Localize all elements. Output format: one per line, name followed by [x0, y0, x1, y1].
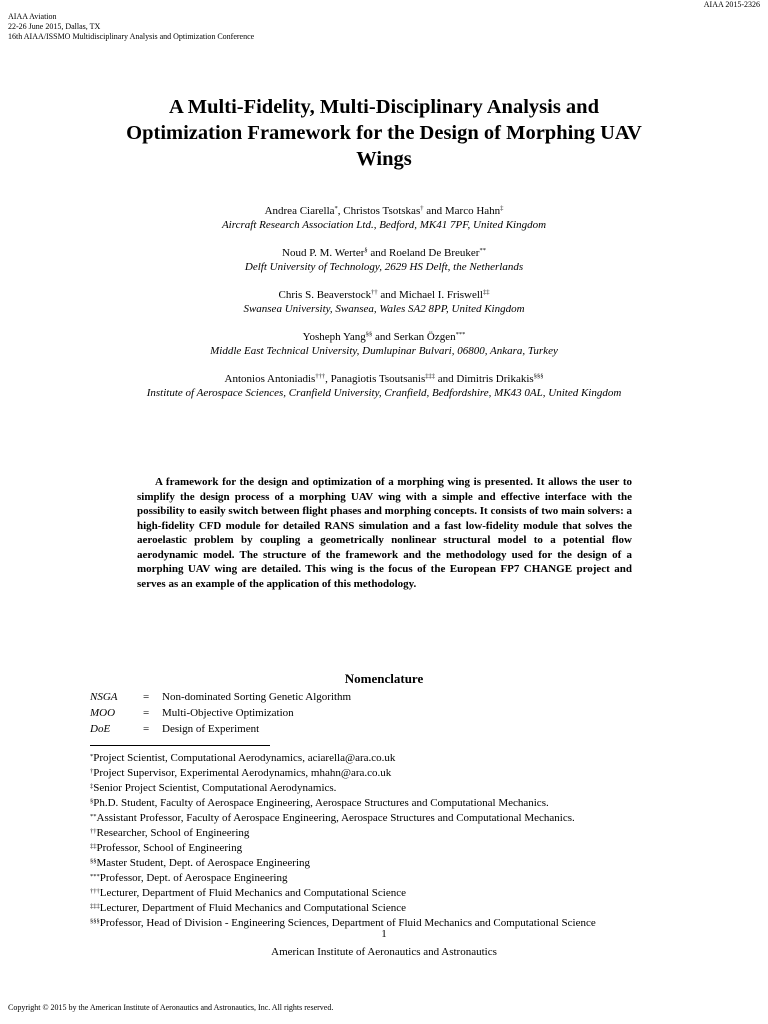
- author-group: [0, 372, 768, 401]
- author-separator: and: [423, 205, 445, 217]
- footnote-text: Professor, Dept. of Aerospace Engineering: [99, 872, 288, 884]
- footnote-text: Researcher, School of Engineering: [96, 827, 250, 839]
- publisher-footer: American Institute of Aeronautics and Astronautics: [271, 946, 497, 958]
- author-footnote-mark: †††: [315, 373, 326, 380]
- footnote: [90, 796, 690, 811]
- paper-number: AIAA 2015-2326: [703, 0, 760, 9]
- author-name: Antonios Antoniadis: [224, 373, 316, 385]
- author-name: Michael I. Friswell: [398, 289, 483, 301]
- footnote-mark: ‡‡: [90, 843, 97, 850]
- author-footnote-mark: §: [364, 247, 368, 254]
- footnote-text: Lecturer, Department of Fluid Mechanics and Computational Science: [99, 887, 406, 899]
- author-names: [0, 330, 768, 344]
- author-footnote-mark: ‡‡‡: [425, 373, 435, 380]
- footnote-mark: §§: [90, 858, 97, 865]
- author-separator: and: [367, 247, 390, 259]
- author-name: Chris S. Beaverstock: [278, 289, 372, 301]
- author-group: [0, 330, 768, 359]
- footnote-text: Project Supervisor, Experimental Aerodynamics, mhahn@ara.co.uk: [93, 767, 392, 779]
- author-name: Christos Tsotskas: [343, 205, 421, 217]
- footnote-text: Professor, Head of Division - Engineering Sciences, Department of Fluid Mechanics and Computational Science: [99, 917, 596, 929]
- author-footnote-mark: **: [479, 247, 486, 254]
- footnote: [90, 901, 690, 916]
- conference-full: 16th AIAA/ISSMO Multidisciplinary Analysis and Optimization Conference: [8, 32, 255, 41]
- nomenclature-equals: =: [143, 691, 150, 703]
- author-name: Roeland De Breuker: [389, 247, 480, 259]
- footnote-mark: †: [90, 768, 94, 775]
- footnote-rule: [90, 745, 270, 746]
- author-name: Dimitris Drikakis: [456, 373, 534, 385]
- footnote-text: Master Student, Dept. of Aerospace Engineering: [96, 857, 311, 869]
- nomenclature-heading: Nomenclature: [344, 671, 424, 686]
- author-affiliation: Institute of Aerospace Sciences, Cranfield University, Cranfield, Bedfordshire, MK43 0AL, United Kingdom: [146, 387, 622, 399]
- footnote-text: Lecturer, Department of Fluid Mechanics and Computational Science: [99, 902, 406, 914]
- author-name: Yosheph Yang: [302, 331, 366, 343]
- footnote: [90, 751, 690, 766]
- footnote: [90, 886, 690, 901]
- author-name: Andrea Ciarella: [264, 205, 335, 217]
- conference-header: [8, 12, 254, 42]
- author-footnote-mark: †: [420, 205, 424, 212]
- abstract: A framework for the design and optimization of a morphing wing is presented. It allows the user to simplify the design process of a morphing UAV wing with a simple and effective interface with the possibility to easily switch between flight phases and morphing concepts. It consists of two main solvers: a high-fidelity CFD module for detailed RANS simulation and a fast low-fidelity module that solves the aeroelastic problem by coupling a geometrically nonlinear structural model to a potential flow aerodynamic model. The structure of the framework and the methodology used for the design of a morphing UAV wing are detailed. This wing is the focus of the European FP7 CHANGE project and serves as an example of the application of this methodology.: [137, 476, 632, 590]
- author-affiliation: Delft University of Technology, 2629 HS Delft, the Netherlands: [244, 261, 524, 273]
- footnote-text: Ph.D. Student, Faculty of Aerospace Engineering, Aerospace Structures and Computational Mechanics.: [93, 797, 549, 809]
- author-separator: and: [372, 331, 394, 343]
- footnote-mark: †††: [90, 888, 100, 895]
- footnote-mark: ‡: [90, 783, 94, 790]
- footnote-text: Assistant Professor, Faculty of Aerospace Engineering, Aerospace Structures and Computational Mechanics.: [96, 812, 575, 824]
- copyright-notice: Copyright © 2015 by the American Institute of Aeronautics and Astronautics, Inc. All rights reserved.: [8, 1003, 334, 1012]
- author-affiliation: Swansea University, Swansea, Wales SA2 8PP, United Kingdom: [243, 303, 525, 315]
- author-separator: ,: [325, 373, 331, 385]
- nomenclature-definition: Multi-Objective Optimization: [162, 707, 294, 719]
- footnote: [90, 811, 690, 826]
- footnote-mark: §§§: [90, 918, 100, 925]
- nomenclature-table: [90, 689, 351, 737]
- footnote-mark: **: [90, 813, 97, 820]
- footnote: [90, 841, 690, 856]
- footnote-text: Senior Project Scientist, Computational Aerodynamics.: [93, 782, 337, 794]
- footnote: [90, 826, 690, 841]
- author-group: [0, 246, 768, 275]
- conference-short: AIAA Aviation: [8, 12, 57, 21]
- footnote: [90, 766, 690, 781]
- author-name: Panagiotis Tsoutsanis: [330, 373, 426, 385]
- footnote-mark: *: [90, 753, 94, 760]
- author-footnote-mark: §§§: [533, 373, 544, 380]
- nomenclature-abbr: MOO: [90, 707, 116, 719]
- author-names: [0, 204, 768, 218]
- nomenclature-definition: Design of Experiment: [162, 723, 260, 735]
- footnote: [90, 856, 690, 871]
- author-separator: ,: [337, 205, 344, 217]
- footnote-text: Project Scientist, Computational Aerodynamics, aciarella@ara.co.uk: [93, 752, 396, 764]
- nomenclature-row: [90, 721, 351, 737]
- footnote: [90, 781, 690, 796]
- author-group: [0, 204, 768, 233]
- author-footnote-mark: ††: [371, 289, 378, 296]
- author-name: Marco Hahn: [444, 205, 501, 217]
- author-separator: and: [434, 373, 457, 385]
- conference-dates: 22-26 June 2015, Dallas, TX: [8, 22, 101, 31]
- nomenclature-definition: Non-dominated Sorting Genetic Algorithm: [162, 691, 352, 703]
- footnote-mark: ‡‡‡: [90, 903, 100, 910]
- author-names: [0, 246, 768, 260]
- author-names: [0, 288, 768, 302]
- title-line-1: A Multi-Fidelity, Multi-Disciplinary Analysis and: [169, 96, 599, 118]
- nomenclature-equals: =: [143, 723, 150, 735]
- footnote: [90, 871, 690, 886]
- page-number: 1: [381, 928, 387, 940]
- author-names: [0, 372, 768, 386]
- footnote-text: Professor, School of Engineering: [96, 842, 243, 854]
- title-line-2: Optimization Framework for the Design of Morphing UAV: [126, 122, 642, 144]
- author-name: Noud P. M. Werter: [282, 247, 365, 259]
- author-group: [0, 288, 768, 317]
- nomenclature-abbr: NSGA: [90, 691, 118, 703]
- nomenclature-row: [90, 689, 351, 705]
- author-footnote-mark: ‡‡: [482, 289, 490, 296]
- author-affiliation: Middle East Technical University, Dumlupinar Bulvari, 06800, Ankara, Turkey: [210, 345, 558, 357]
- footnotes: [90, 751, 690, 931]
- author-affiliation: Aircraft Research Association Ltd., Bedford, MK41 7PF, United Kingdom: [221, 219, 547, 231]
- nomenclature-row: [90, 705, 351, 721]
- author-block: [0, 204, 768, 414]
- author-separator: and: [377, 289, 399, 301]
- nomenclature-abbr: DoE: [90, 723, 111, 735]
- footnote-mark: ***: [90, 873, 100, 880]
- author-footnote-mark: ***: [455, 331, 466, 338]
- author-footnote-mark: ‡: [500, 205, 504, 212]
- author-footnote-mark: §§: [365, 331, 373, 338]
- footnote-mark: ††: [90, 828, 97, 835]
- paper-title: [0, 94, 768, 172]
- footnote-mark: §: [90, 798, 94, 805]
- title-line-3: Wings: [356, 148, 412, 170]
- author-footnote-mark: *: [334, 205, 338, 212]
- nomenclature-equals: =: [143, 707, 150, 719]
- author-name: Serkan Özgen: [393, 331, 456, 343]
